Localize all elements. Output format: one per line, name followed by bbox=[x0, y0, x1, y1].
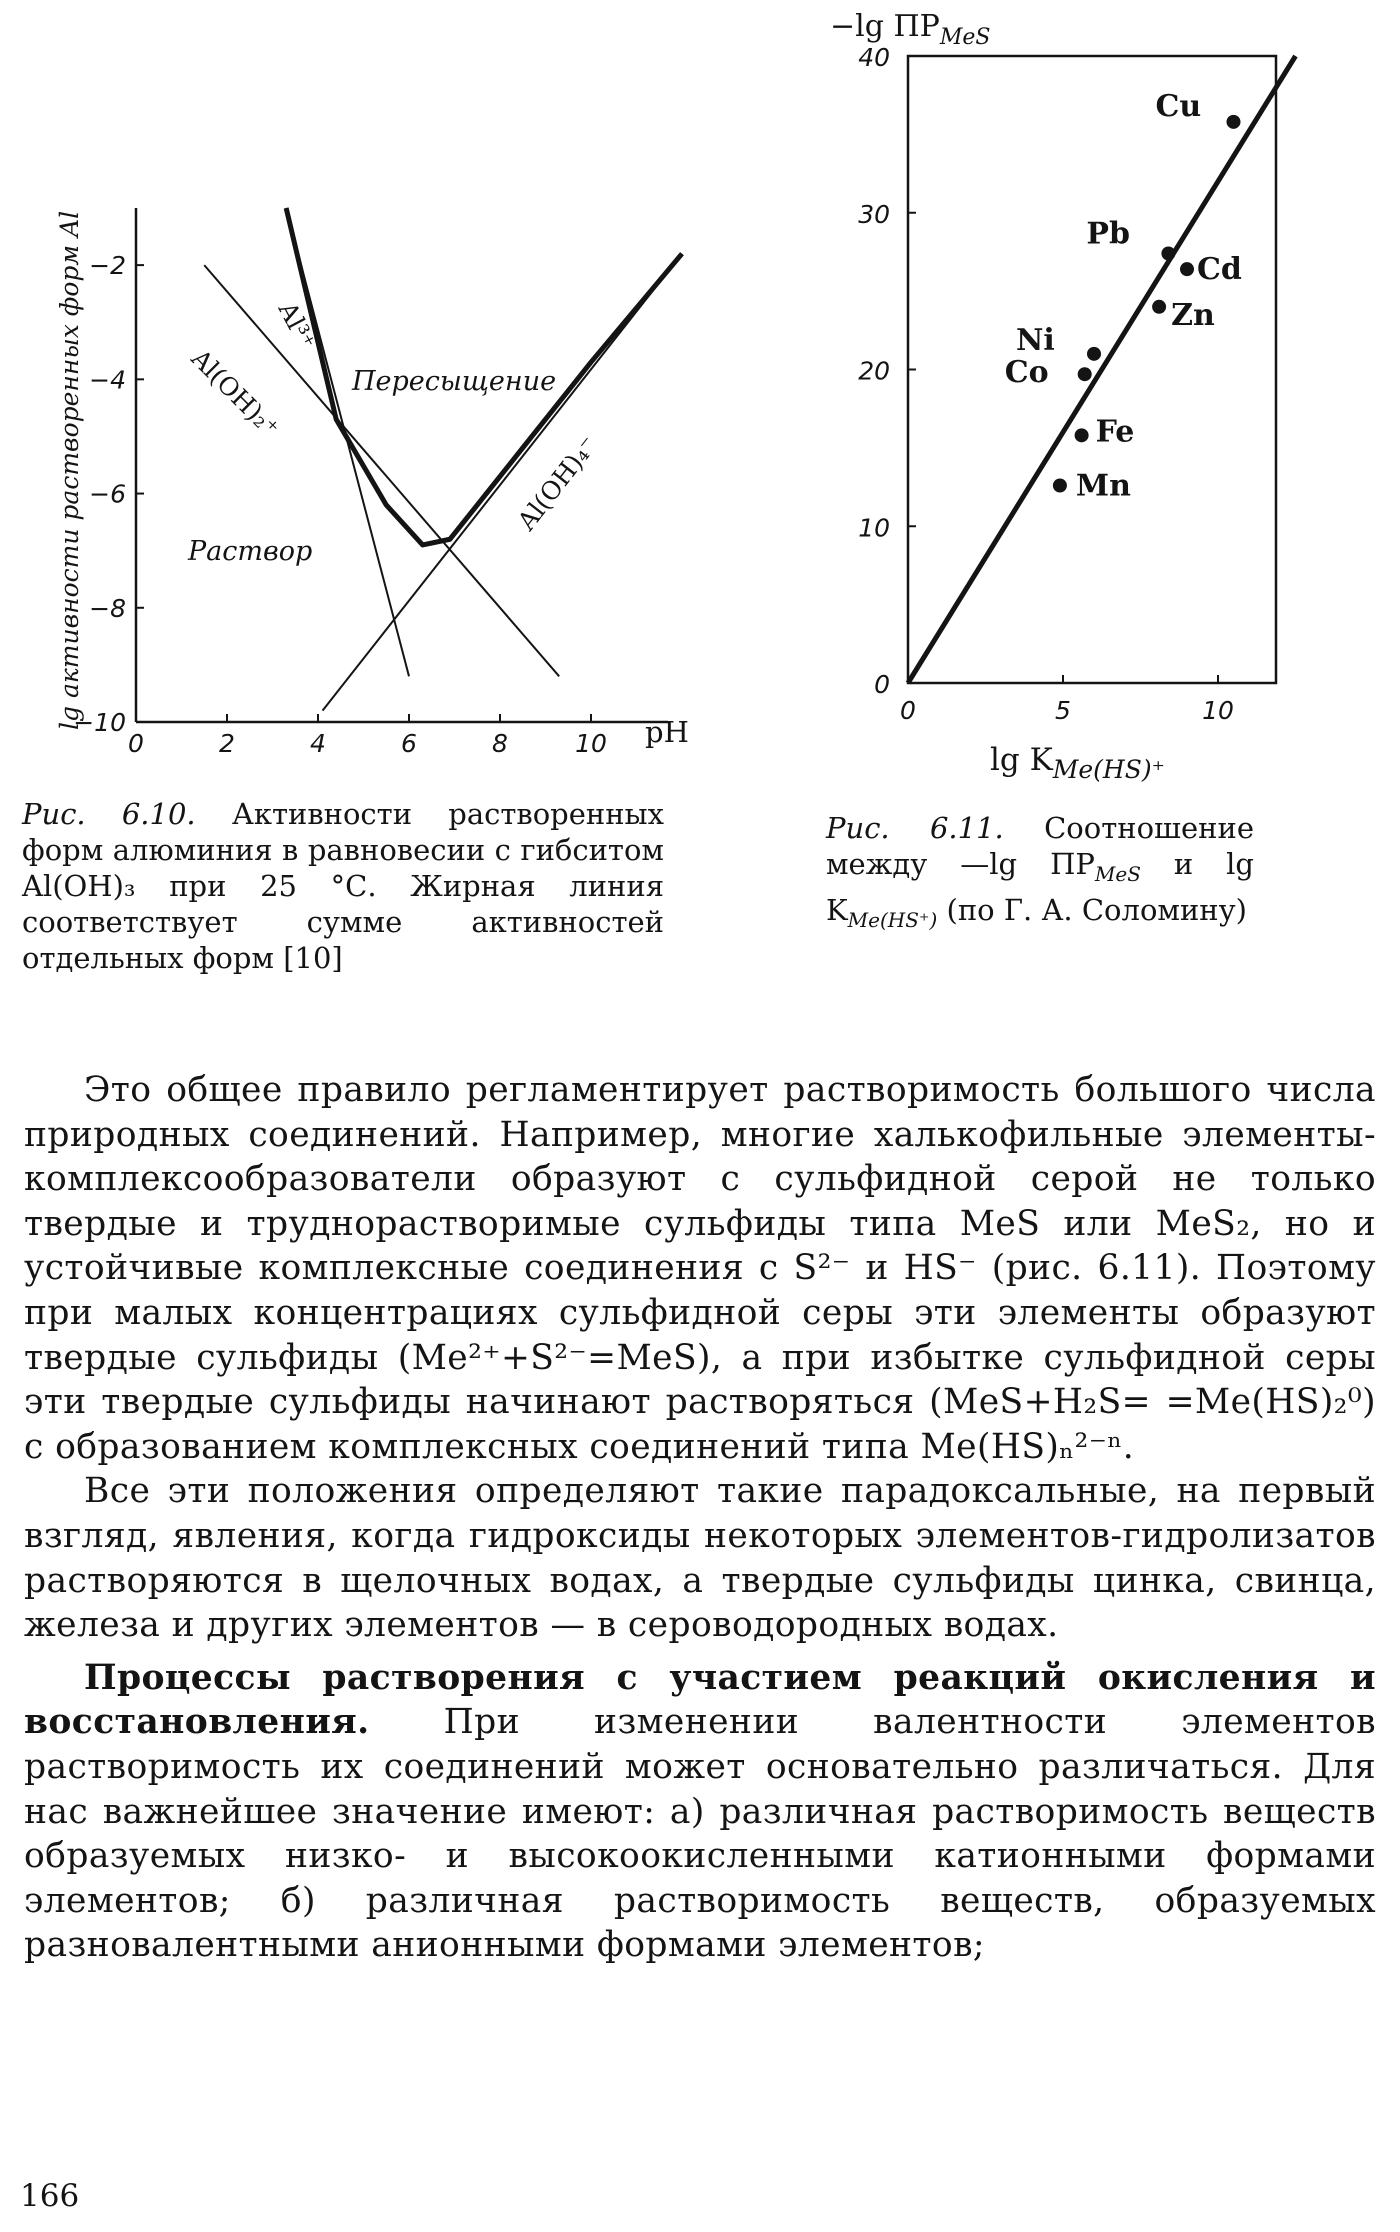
y-tick-label: −10 bbox=[73, 708, 126, 737]
x-tick-label: 5 bbox=[1055, 696, 1071, 725]
paragraph: Это общее правило регламентирует растворимость большого числа природных соединений. Например, многие халькофильные элементы-комплексообразователи образуют с сульфидной серой не только твердые и труднорастворимые сульфиды типа MeS или MeS₂, но и устойчивые комплексные соединения с S²⁻ и HS⁻ (рис. 6.11). Поэтому при малых концентрациях сульфидной серы эти элементы образуют твердые сульфиды (Me²⁺+S²⁻=MeS), а при избытке сульфидной серы эти твердые сульфиды начинают растворяться (MeS+H₂S= =Me(HS)₂⁰) с образованием комплексных соединений типа Me(HS)ₙ²⁻ⁿ. bbox=[24, 1070, 1376, 1467]
caption-number: Рис. 6.11. bbox=[826, 811, 1004, 845]
species-aloh2-label: Al(OH)₂⁺ bbox=[185, 343, 285, 443]
y-axis-label: −lg $ПР_{MeS}$ bbox=[830, 9, 991, 50]
y-tick-label: −6 bbox=[89, 479, 126, 509]
y-tick-label: −8 bbox=[89, 593, 126, 623]
point-label-cd: Cd bbox=[1197, 252, 1242, 288]
y-tick-label: 40 bbox=[858, 43, 890, 72]
region-supersaturation-label: Пересыщение bbox=[352, 366, 557, 397]
figure-6-10-caption bbox=[22, 796, 664, 976]
y-tick-label: −4 bbox=[89, 365, 126, 395]
y-axis-label: lg активности растворенных форм Al bbox=[55, 210, 84, 730]
point-label-cu: Cu bbox=[1155, 88, 1202, 124]
paragraph bbox=[24, 1656, 1376, 1968]
paragraph: Все эти положения определяют такие парадоксальные, на первый взгляд, явления, когда гидроксиды некоторых элементов-гидролизатов растворяются в щелочных водах, а твердые сульфиды цинка, свинца, железа и других элементов — в сероводородных водах. bbox=[24, 1471, 1376, 1646]
data-point-cd bbox=[1180, 262, 1194, 276]
figure-6-10 bbox=[40, 210, 710, 760]
data-point-cu bbox=[1227, 115, 1241, 129]
species-aloh4-label: Al(OH)₄⁻ bbox=[511, 430, 604, 536]
y-tick-label: 0 bbox=[874, 670, 890, 699]
y-tick-label: 10 bbox=[858, 513, 890, 543]
body-text bbox=[24, 1068, 1376, 1968]
figure-6-11 bbox=[820, 0, 1380, 790]
paragraph-text: При изменении валентности элементов растворимость их соединений может основательно различаться. Для нас важнейшее значение имеют: а) различная растворимость веществ образуемых низко- и высокоокисленными катионными формами элементов; б) различная растворимость веществ, образуемых разновалентными анионными формами элементов; bbox=[24, 1702, 1376, 1966]
point-label-co: Co bbox=[1004, 355, 1049, 391]
y-tick-label: 20 bbox=[858, 356, 890, 386]
point-label-ni: Ni bbox=[1016, 322, 1055, 358]
x-axis-label: pH bbox=[645, 715, 689, 749]
species-al3-label: Al³⁺ bbox=[272, 297, 322, 355]
point-label-mn: Mn bbox=[1075, 468, 1131, 504]
x-tick-label: 4 bbox=[310, 729, 326, 758]
x-tick-label: 2 bbox=[219, 729, 235, 758]
caption-number: Рис. 6.10. bbox=[22, 797, 196, 831]
point-label-zn: Zn bbox=[1171, 297, 1215, 333]
figure-6-10-chart bbox=[40, 210, 710, 760]
x-tick-label: 0 bbox=[128, 729, 144, 758]
fit-line bbox=[908, 56, 1296, 683]
data-point-pb bbox=[1161, 247, 1175, 261]
region-solution-label: Раствор bbox=[188, 536, 313, 567]
x-tick-label: 10 bbox=[1202, 696, 1234, 725]
data-point-ni bbox=[1087, 347, 1101, 361]
page-number: 166 bbox=[20, 2178, 80, 2214]
data-point-co bbox=[1078, 367, 1092, 381]
data-point-mn bbox=[1053, 478, 1067, 492]
section-heading: Процессы растворения с участием реакций окисления и восстановления. bbox=[24, 1657, 1376, 1743]
y-tick-label: 30 bbox=[858, 199, 890, 229]
aloh4-line bbox=[323, 254, 682, 711]
figure-6-11-caption bbox=[826, 810, 1254, 938]
x-tick-label: 0 bbox=[900, 696, 916, 725]
y-tick-label: −2 bbox=[89, 251, 126, 281]
point-label-pb: Pb bbox=[1086, 216, 1130, 252]
x-tick-label: 10 bbox=[575, 729, 607, 758]
x-axis-label: $\lg K_{Me(HS)^+}$ bbox=[990, 742, 1165, 784]
caption-text: Активности растворенных форм алюминия в равновесии с гибситом Al(OH)₃ при 25 °С. Жирная линия соответствует сумме активностей отдельных форм [10] bbox=[22, 797, 664, 975]
x-tick-label: 8 bbox=[492, 729, 508, 758]
data-point-fe bbox=[1075, 428, 1089, 442]
point-label-fe: Fe bbox=[1095, 414, 1135, 450]
data-point-zn bbox=[1152, 300, 1166, 314]
x-tick-label: 6 bbox=[401, 729, 417, 758]
caption-text: Соотношение между —lg $ПР_{MeS}$ и $\lg K_{Me(HS^+)}$ (по Г. А. Соломину) bbox=[826, 811, 1254, 932]
figure-6-11-chart bbox=[820, 0, 1380, 790]
